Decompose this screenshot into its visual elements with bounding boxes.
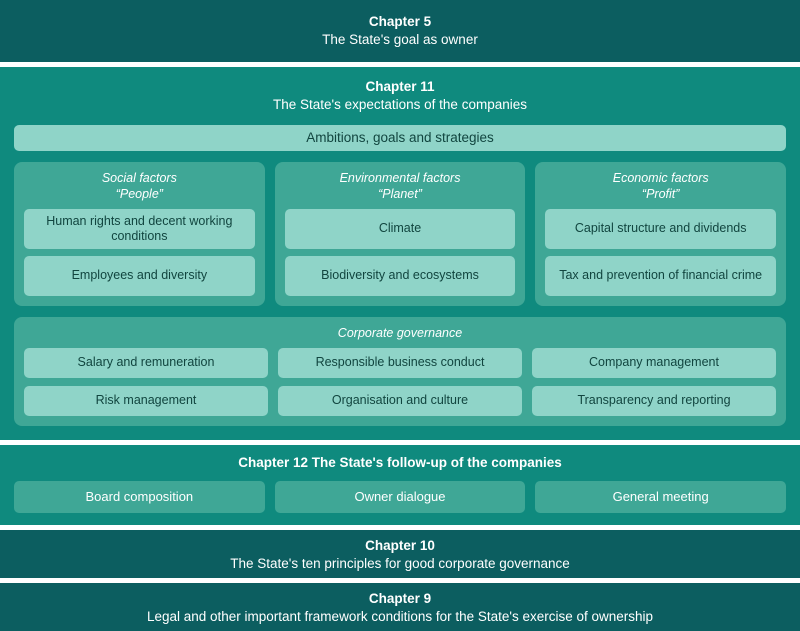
social-factors-heading-line2: “People” (115, 187, 163, 201)
economic-factor-item-1: Capital structure and dividends (545, 209, 776, 249)
economic-factor-item-2: Tax and prevention of financial crime (545, 256, 776, 296)
follow-up-items (14, 481, 786, 513)
chapter-5-subtitle: The State's goal as owner (322, 32, 478, 47)
economic-factors-column (535, 162, 786, 306)
corporate-governance-heading: Corporate governance (337, 326, 463, 340)
economic-factors-heading-line1: Economic factors (612, 171, 709, 185)
social-factors-column (14, 162, 265, 306)
chapter-9-title: Chapter 9 (368, 591, 432, 606)
social-factors-heading (24, 170, 255, 202)
follow-up-item-3: General meeting (535, 481, 786, 513)
chapter-10-band (0, 530, 800, 578)
follow-up-item-2: Owner dialogue (275, 481, 526, 513)
chapter-10-subtitle: The State's ten principles for good corporate governance (230, 556, 570, 571)
governance-item-3: Company management (532, 348, 776, 378)
follow-up-item-1: Board composition (14, 481, 265, 513)
ambitions-goals-strategies-chip: Ambitions, goals and strategies (14, 125, 786, 151)
governance-item-6: Transparency and reporting (532, 386, 776, 416)
governance-item-5: Organisation and culture (278, 386, 522, 416)
economic-factors-heading (545, 170, 776, 202)
economic-factors-heading-line2: “Profit” (641, 187, 680, 201)
factor-columns (14, 162, 786, 306)
environmental-factors-heading-line1: Environmental factors (339, 171, 461, 185)
governance-item-1: Salary and remuneration (24, 348, 268, 378)
governance-item-4: Risk management (24, 386, 268, 416)
chapter-9-subtitle: Legal and other important framework conditions for the State's exercise of ownership (146, 609, 654, 624)
chapter-12-title: Chapter 12 The State's follow-up of the companies (238, 455, 562, 470)
chapter-5-title: Chapter 5 (368, 14, 432, 29)
chapter-9-band (0, 583, 800, 631)
social-factors-heading-line1: Social factors (101, 171, 177, 185)
chapter-10-title: Chapter 10 (365, 538, 435, 553)
governance-item-2: Responsible business conduct (278, 348, 522, 378)
environmental-factor-item-1: Climate (285, 209, 516, 249)
chapter-12-band (0, 445, 800, 525)
environmental-factors-column (275, 162, 526, 306)
chapter-11-title: Chapter 11 (365, 79, 435, 94)
corporate-governance-grid (24, 348, 776, 416)
corporate-governance-block (14, 317, 786, 426)
chapter-11-band (0, 67, 800, 440)
environmental-factors-heading-line2: “Planet” (378, 187, 422, 201)
chapter-5-band (0, 0, 800, 62)
chapter-11-subtitle: The State's expectations of the companies (273, 97, 527, 112)
social-factor-item-2: Employees and diversity (24, 256, 255, 296)
environmental-factor-item-2: Biodiversity and ecosystems (285, 256, 516, 296)
social-factor-item-1: Human rights and decent working conditions (24, 209, 255, 249)
environmental-factors-heading (285, 170, 516, 202)
